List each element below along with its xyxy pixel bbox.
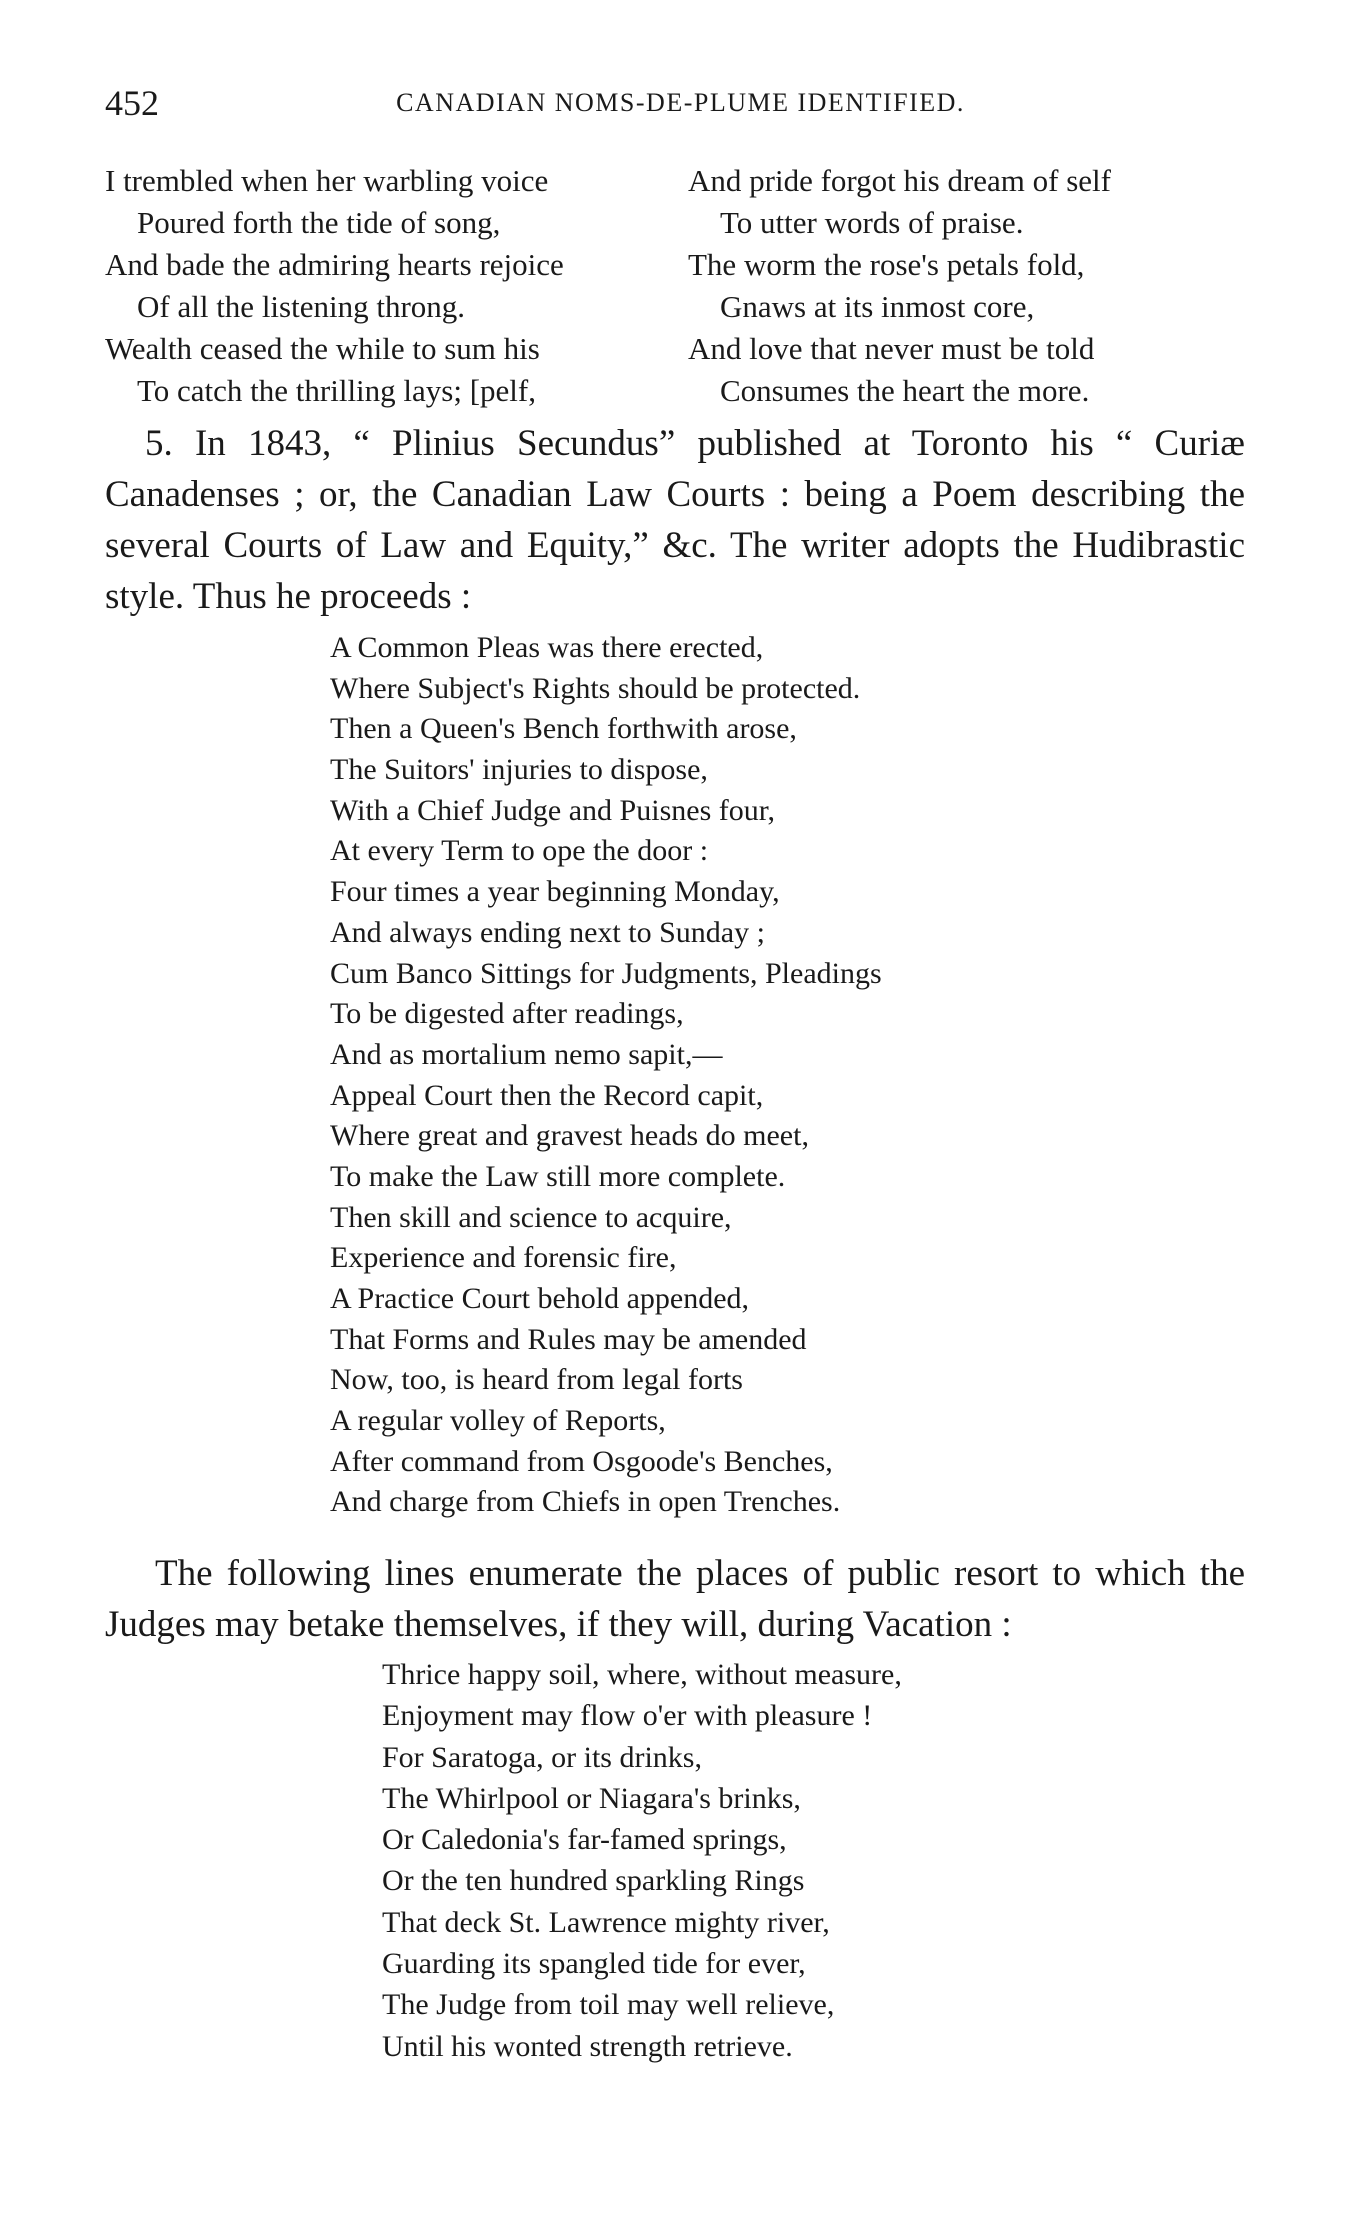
poem-line: Then a Queen's Bench forthwith arose, (330, 712, 797, 746)
poem-line: That Forms and Rules may be amended (330, 1322, 807, 1356)
poem-line: Experience and forensic fire, (330, 1241, 677, 1275)
verse-line: And love that never must be told (688, 331, 1095, 366)
poem-line: A Common Pleas was there erected, (330, 631, 764, 664)
poem-line: Where Subject's Rights should be protected. (330, 671, 861, 705)
poem-line: Where great and gravest heads do meet, (330, 1119, 809, 1153)
page-number: 452 (105, 83, 159, 123)
poem-line: Or Caledonia's far-famed springs, (382, 1823, 787, 1857)
poem-line: A regular volley of Reports, (330, 1404, 666, 1438)
poem-line: Now, too, is heard from legal forts (330, 1363, 743, 1397)
poem-line: Then skill and science to acquire, (330, 1200, 732, 1234)
running-title: CANADIAN NOMS-DE-PLUME IDENTIFIED. (396, 88, 965, 117)
poem-line: A Practice Court behold appended, (330, 1282, 750, 1315)
poem-line: Appeal Court then the Record capit, (330, 1078, 764, 1112)
poem-line: And always ending next to Sunday ; (330, 915, 765, 949)
paragraph-text: The following lines enumerate the places of public resort to which the Judges may betake themselves, if they will, during Vacation : (105, 1553, 1245, 1645)
verse-line: To catch the thrilling lays; [pelf, (137, 373, 536, 408)
poem-line: At every Term to ope the door : (330, 834, 709, 868)
poem-line: That deck St. Lawrence mighty river, (382, 1905, 830, 1939)
poem-line: And as mortalium nemo sapit,— (330, 1037, 723, 1071)
page-header (105, 82, 1256, 122)
verse-line: Consumes the heart the more. (720, 373, 1090, 408)
poem-line: Until his wonted strength retrieve. (382, 2029, 793, 2063)
verse-line: To utter words of praise. (720, 205, 1024, 240)
verse-line: And bade the admiring hearts rejoice (105, 247, 564, 282)
poem-line: Or the ten hundred sparkling Rings (382, 1864, 805, 1898)
poem-line: For Saratoga, or its drinks, (382, 1740, 702, 1774)
poem-line: To make the Law still more complete. (330, 1159, 786, 1193)
poem-line: Four times a year beginning Monday, (330, 875, 780, 909)
verse-line: I trembled when her warbling voice (105, 163, 549, 198)
poem-line: The Whirlpool or Niagara's brinks, (382, 1781, 801, 1815)
paragraph-vacation (105, 1548, 1245, 1650)
poem-line: Cum Banco Sittings for Judgments, Pleadings (330, 956, 882, 990)
poem-line: The Judge from toil may well relieve, (382, 1988, 835, 2022)
verse-line: Poured forth the tide of song, (137, 205, 501, 240)
paragraph-plinius (105, 418, 1245, 622)
poem-line: After command from Osgoode's Benches, (330, 1444, 833, 1478)
verse-column-left (105, 160, 705, 412)
poem-line: Thrice happy soil, where, without measure, (382, 1658, 902, 1691)
verse-line: The worm the rose's petals fold, (688, 247, 1085, 282)
verse-line: Of all the listening throng. (137, 289, 466, 324)
poem-curiae-canadenses (330, 628, 882, 1523)
poem-line: To be digested after readings, (330, 997, 684, 1031)
poem-line: Enjoyment may flow o'er with pleasure ! (382, 1699, 873, 1733)
verse-column-right (688, 160, 1288, 412)
poem-line: Guarding its spangled tide for ever, (382, 1947, 806, 1981)
poem-line: With a Chief Judge and Puisnes four, (330, 793, 776, 827)
paragraph-text: 5. In 1843, “ Plinius Secundus” published at Toronto his “ Curiæ Canadenses ; or, the Canadian Law Courts : being a Poem describing the several Courts of Law and Equity,” &c. The writer adopts the Hudibrastic style. Thus he proceeds : (105, 423, 1245, 617)
poem-line: And charge from Chiefs in open Trenches. (330, 1485, 841, 1519)
poem-line: The Suitors' injuries to dispose, (330, 753, 708, 787)
verse-line: Gnaws at its inmost core, (720, 289, 1035, 324)
poem-vacation (382, 1654, 902, 2067)
verse-line: Wealth ceased the while to sum his (105, 331, 540, 366)
verse-line: And pride forgot his dream of self (688, 163, 1111, 198)
